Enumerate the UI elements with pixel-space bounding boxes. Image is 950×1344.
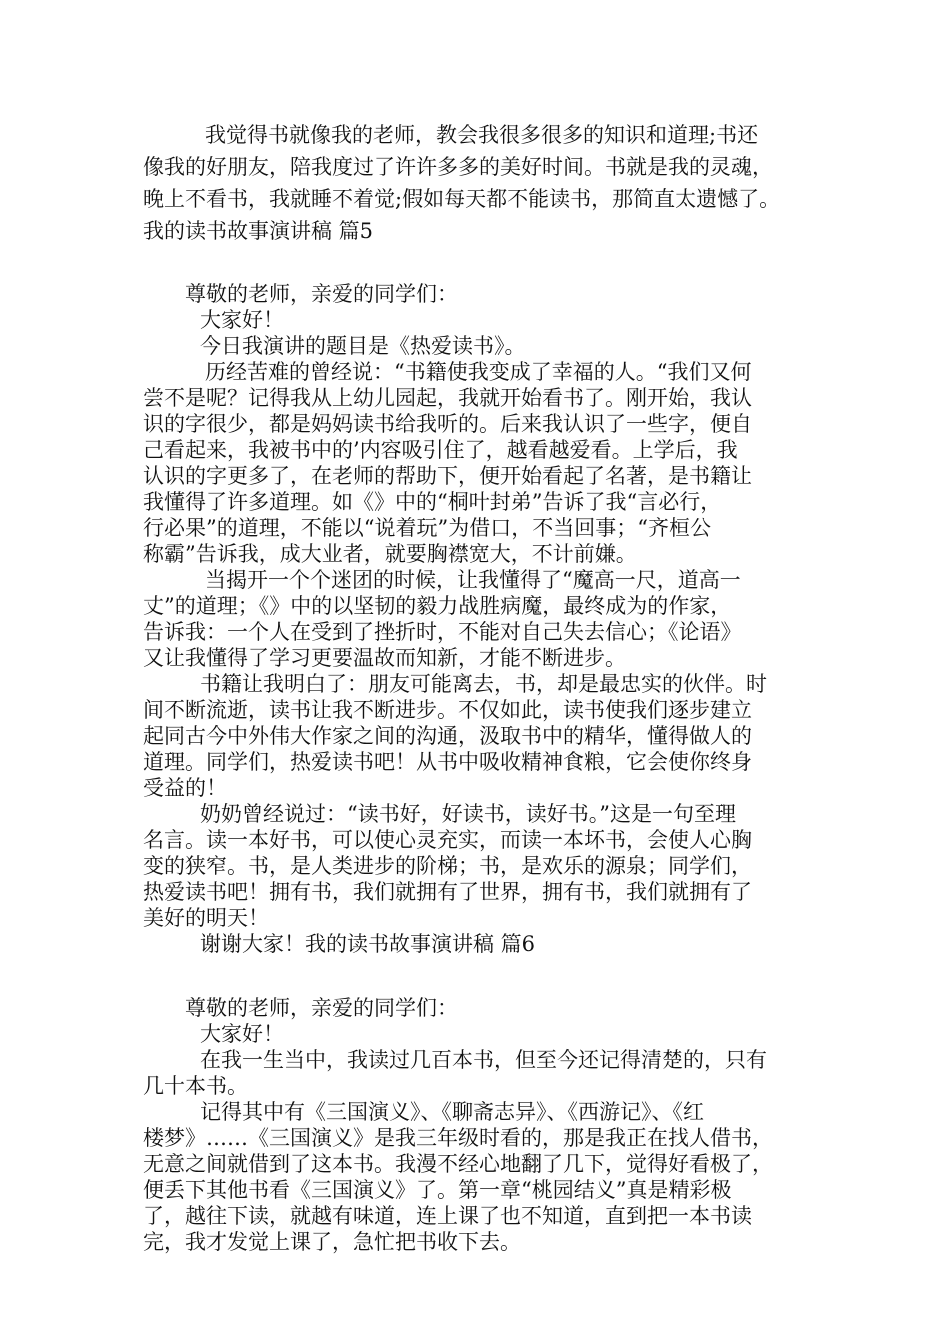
text-line: 识的字很少，都是妈妈读书给我听的。后来我认识了一些字，便自 — [143, 412, 752, 436]
text-line: 完，我才发觉上课了，急忙把书收下去。 — [143, 1230, 521, 1254]
text-line: 丈”的道理；《》中的以坚韧的毅力战胜病魔，最终成为的作家， — [143, 594, 732, 618]
greeting: 大家好！ — [200, 308, 284, 332]
text-line: 尝不是呢？记得我从上幼儿园起，我就开始看书了。刚开始，我认 — [143, 386, 752, 410]
text-line: 起同古今中外伟大作家之间的沟通，汲取书中的精华，懂得做人的 — [143, 724, 752, 748]
section-heading: 谢谢大家！我的读书故事演讲稿 篇6 — [200, 932, 536, 956]
text-line: 道理。同学们，热爱读书吧！从书中吸收精神食粮，它会使你终身 — [143, 750, 752, 774]
text-line: 了，越往下读，就越有味道，连上课了也不知道，直到把一本书读 — [143, 1204, 752, 1228]
text-line: 名言。读一本好书，可以使心灵充实，而读一本坏书，会使人心胸 — [143, 828, 752, 852]
greeting: 大家好！ — [200, 1022, 284, 1046]
text-line: 在我一生当中，我读过几百本书，但至今还记得清楚的，只有 — [200, 1048, 767, 1072]
text-line: 无意之间就借到了这本书。我漫不经心地翻了几下，觉得好看极了， — [143, 1152, 773, 1176]
text-line: 当揭开一个个迷团的时候，让我懂得了“魔高一尺，道高一 — [205, 568, 741, 592]
text-line: 告诉我：一个人在受到了挫折时，不能对自己失去信心；《论语》 — [143, 620, 742, 644]
text-line: 我懂得了许多道理。如《》中的“桐叶封弟”告诉了我“言必行， — [143, 490, 722, 514]
text-line: 己看起来，我被书中的’内容吸引住了，越看越爱看。上学后，我 — [143, 438, 738, 462]
text-line: 书籍让我明白了：朋友可能离去，书，却是最忠实的伙伴。时 — [200, 672, 767, 696]
text-line: 称霸”告诉我，成大业者，就要胸襟宽大，不计前嫌。 — [143, 542, 637, 566]
text-line: 奶奶曾经说过：“读书好，好读书，读好书。”这是一句至理 — [200, 802, 736, 826]
text-line: 行必果”的道理，不能以“说着玩”为借口，不当回事；“齐桓公 — [143, 516, 711, 540]
salutation: 尊敬的老师，亲爱的同学们： — [185, 996, 458, 1020]
text-line: 晚上不看书，我就睡不着觉;假如每天都不能读书，那简直太遗憾了。 — [143, 187, 781, 211]
text-line: 今日我演讲的题目是《热爱读书》。 — [200, 334, 526, 358]
text-line: 认识的字更多了，在老师的帮助下，便开始看起了名著，是书籍让 — [143, 464, 752, 488]
text-line: 记得其中有《三国演义》、《聊斋志异》、《西游记》、《红 — [200, 1100, 704, 1124]
text-line: 变的狭窄。书，是人类进步的阶梯；书，是欢乐的源泉；同学们， — [143, 854, 752, 878]
text-line: 几十本书。 — [143, 1074, 248, 1098]
text-line: 美好的明天！ — [143, 906, 269, 930]
text-line: 像我的好朋友，陪我度过了许许多多的美好时间。书就是我的灵魂， — [143, 155, 773, 179]
text-line: 便丢下其他书看《三国演义》了。第一章“桃园结义”真是精彩极 — [143, 1178, 732, 1202]
text-line: 我觉得书就像我的老师，教会我很多很多的知识和道理;书还 — [205, 123, 759, 147]
text-line: 热爱读书吧！拥有书，我们就拥有了世界，拥有书，我们就拥有了 — [143, 880, 752, 904]
text-line: 历经苦难的曾经说：“书籍使我变成了幸福的人。“我们又何 — [205, 360, 752, 384]
salutation: 尊敬的老师，亲爱的同学们： — [185, 282, 458, 306]
text-line: 间不断流逝，读书让我不断进步。不仅如此，读书使我们逐步建立 — [143, 698, 752, 722]
text-line: 受益的！ — [143, 776, 227, 800]
text-line: 又让我懂得了学习更要温故而知新，才能不断进步。 — [143, 646, 626, 670]
section-heading: 我的读书故事演讲稿 篇5 — [143, 219, 374, 243]
text-line: 楼梦》……《三国演义》是我三年级时看的，那是我正在找人借书， — [143, 1126, 773, 1150]
